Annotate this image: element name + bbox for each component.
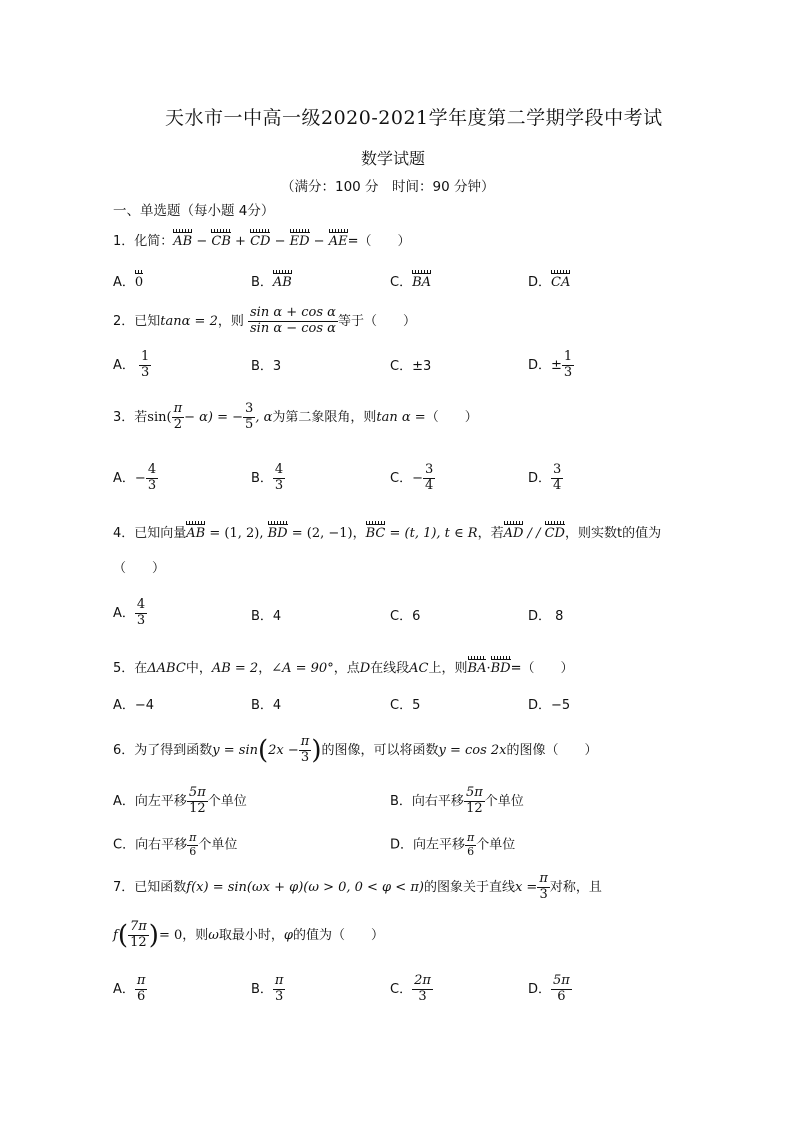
question-2-option-d: D．± $\frac{1}{3}$ [528,349,573,380]
question-7-option-d: D． $\frac{5\pi}{6}$ [528,973,570,1004]
question-3-option-a: A．− $\frac{4}{3}$ [113,462,157,493]
question-1-stem: 1．化简：AB − CB + CD − ED − AE=（ ） [113,234,411,249]
question-3-option-d: D． $\frac{3}{4}$ [528,462,562,493]
question-7-option-a: A． $\frac{\pi}{6}$ [113,973,146,1004]
question-7-stem-line2: f( $\frac{7\pi}{12}$ )= 0，则ω取最小时，φ的值为（ ） [113,919,385,951]
question-1-option-c: C．BA [390,275,432,290]
question-4-option-c: C．6 [390,609,421,624]
question-4-option-d: D． 8 [528,609,564,624]
question-7-stem: 7．已知函数f(x) = sin(ωx + φ)(ω > 0, 0 < φ < π)的图象关于直线x = $\frac{\pi}{3}$ 对称，且 [113,871,602,902]
question-5-option-d: D．−5 [528,698,571,713]
question-6-option-a: A．向左平移 $\frac{5\pi}{12}$ 个单位 [113,785,247,816]
question-6-stem: 6．为了得到函数y = sin(2x − $\frac{\pi}{3}$ )的图像，可以将函数y = cos 2x的图像（ ） [113,734,598,766]
question-4-stem: 4．已知向量AB = (1, 2), BD = (2, −1)，BC = (t, 1), t ∈ R，若AD / / CD，则实数t的值为 [113,526,662,541]
question-4-option-a: A． $\frac{4}{3}$ [113,597,146,628]
question-2-stem: 2．已知tanα = 2，则 $\frac{\text{sin α + cos α}}{\text{sin α − cos α}}$ 等于（ ） [113,305,416,336]
question-5-option-a: A．−4 [113,698,155,713]
question-6-option-b: B．向右平移 $\frac{5\pi}{12}$ 个单位 [390,785,524,816]
exam-info: （满分：100 分 时间：90 分钟） [281,179,495,195]
question-1-option-b: B．AB [251,275,292,290]
exam-subtitle: 数学试题 [361,149,426,168]
question-1-option-d: D．CA [528,275,571,290]
question-4-option-b: B．4 [251,609,282,624]
question-6-option-c: C．向右平移 $\frac{\pi}{6}$ 个单位 [113,831,238,858]
question-5-option-c: C．5 [390,698,421,713]
question-6-option-d: D．向左平移 $\frac{\pi}{6}$ 个单位 [390,831,516,858]
question-3-option-b: B． $\frac{4}{3}$ [251,462,284,493]
question-5-stem: 5．在ΔABC中，AB = 2，∠A = 90°，点D在线段AC上，则BA·BD=（ ） [113,661,574,676]
question-1-option-a: A．0 [113,275,144,290]
question-3-stem: 3．若sin( $\frac{\pi}{2}$ − α) = − $\frac{3}{5}$ , α为第二象限角，则tan α =（ ） [113,401,478,432]
question-2-option-b: B．3 [251,359,282,374]
question-2-option-a: A． $\frac{1}{3}$ [113,349,150,380]
section-heading: 一、单选题（每小题 4分） [113,203,275,219]
question-2-option-c: C．±3 [390,359,432,374]
question-3-option-c: C．− $\frac{3}{4}$ [390,462,434,493]
question-7-option-b: B． $\frac{\pi}{3}$ [251,973,284,1004]
exam-title: 天水市一中高一级2020-2021学年度第二学期学段中考试 [165,107,663,129]
question-2-fraction: $\frac{\text{sin α + cos α}}{\text{sin α − cos α}}$ [250,305,336,336]
question-5-option-b: B．4 [251,698,282,713]
question-7-option-c: C． $\frac{2\pi}{3}$ [390,973,431,1004]
question-4-stem-line2: （ ） [113,561,166,576]
